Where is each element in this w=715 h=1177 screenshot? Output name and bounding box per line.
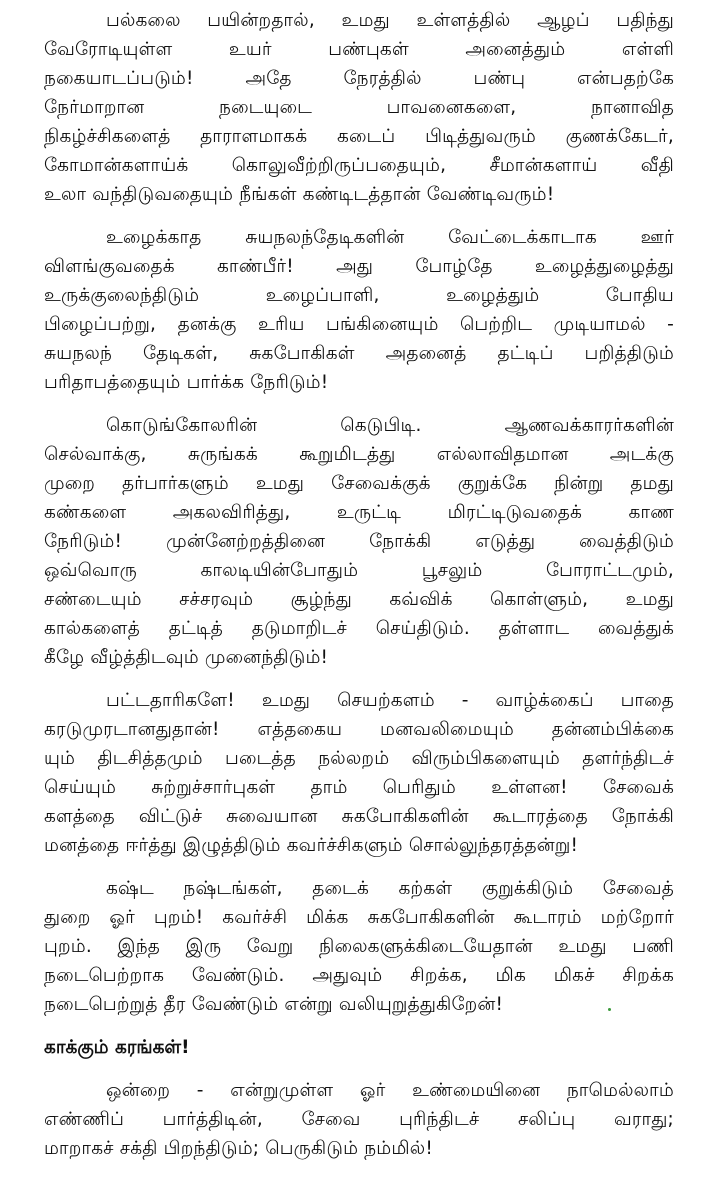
text-line: கண்களை அகலவிரித்து, உருட்டி மிரட்டிடுவதைக் காண	[44, 502, 674, 523]
text-line: நேர்மாறான நடையுடை பாவனைகளை, நானாவித	[44, 97, 674, 118]
text-line: கஷ்ட நஷ்டங்கள், தடைக் கற்கள் குறுக்கிடும் சேவைத்	[106, 878, 674, 899]
text-line: துறை ஓர் புறம்! கவர்ச்சி மிக்க சுகபோகிகளின் கூடாரம் மற்றோர்	[44, 907, 674, 928]
text-line: மனத்தை ஈர்த்து இழுத்திடும் கவர்ச்சிகளும் சொல்லுந்தரத்தன்று!	[44, 835, 579, 856]
paragraph-2	[44, 223, 674, 397]
text-line: ஒன்றை - என்றுமுள்ள ஓர் உண்மையினை நாமெல்லாம்	[106, 1080, 674, 1101]
text-line: பல்கலை பயின்றதால், உமது உள்ளத்தில் ஆழப் பதிந்து	[106, 10, 674, 31]
scan-speck	[608, 1008, 611, 1011]
text-line: உருக்குலைந்திடும் உழைப்பாளி, உழைத்தும் போதிய	[44, 285, 674, 306]
text-line: முறை தர்பார்களும் உமது சேவைக்குக் குறுக்கே நின்று தமது	[44, 473, 674, 494]
paragraph-final	[44, 1076, 674, 1163]
text-line: கோமான்களாய்க் கொலுவீற்றிருப்பதையும், சீமான்களாய் வீதி	[44, 155, 674, 176]
paragraph-5	[44, 874, 674, 1019]
text-line: நேரிடும்! முன்னேற்றத்தினை நோக்கி எடுத்து வைத்திடும்	[44, 531, 674, 552]
text-line: விளங்குவதைக் காண்பீர்! அது போழ்தே உழைத்துழைத்து	[44, 256, 674, 277]
text-line: உழைக்காத சுயநலந்தேடிகளின் வேட்டைக்காடாக ஊர்	[106, 227, 674, 248]
text-line: நகையாடப்படும்! அதே நேரத்தில் பண்பு என்பதற்கே	[44, 68, 674, 89]
text-line: உலா வந்திடுவதையும் நீங்கள் கண்டிடத்தான் வேண்டிவரும்!	[44, 184, 555, 205]
text-line: களத்தை விட்டுச் சுவையான சுகபோகிகளின் கூடாரத்தை நோக்கி	[44, 806, 674, 827]
section-heading: காக்கும் கரங்கள்!	[44, 1037, 190, 1058]
text-line: சண்டையும் சச்சரவும் சூழ்ந்து கவ்விக் கொள்ளும், உமது	[44, 589, 674, 610]
text-line: கொடுங்கோலரின் கெடுபிடி. ஆணவக்காரர்களின்	[106, 415, 674, 436]
text-line: பரிதாபத்தையும் பார்க்க நேரிடும்!	[44, 372, 329, 393]
text-line: செய்யும் சுற்றுச்சார்புகள் தாம் பெரிதும் உள்ளன! சேவைக்	[44, 777, 674, 798]
text-column	[44, 6, 674, 1177]
text-line: எண்ணிப் பார்த்திடின், சேவை புரிந்திடச் சலிப்பு வராது;	[44, 1109, 674, 1130]
text-line: கீழே வீழ்த்திடவும் முனைந்திடும்!	[44, 647, 329, 668]
text-line: பிழைப்பற்று, தனக்கு உரிய பங்கினையும் பெற்றிட முடியாமல் -	[44, 314, 674, 335]
text-line: கரடுமுரடானதுதான்! எத்தகைய மனவலிமையும் தன்னம்பிக்கை	[44, 719, 674, 740]
text-line: பட்டதாரிகளே! உமது செயற்களம் - வாழ்க்கைப் பாதை	[106, 690, 674, 711]
text-line: கால்களைத் தட்டித் தடுமாறிடச் செய்திடும். தள்ளாட வைத்துக்	[44, 618, 674, 639]
text-line: மாறாகச் சக்தி பிறந்திடும்; பெருகிடும் நம்மில்!	[44, 1138, 433, 1159]
text-line: நிகழ்ச்சிகளைத் தாராளமாகக் கடைப் பிடித்துவரும் குணக்கேடர்,	[44, 126, 674, 147]
text-line: சுயநலந் தேடிகள், சுகபோகிகள் அதனைத் தட்டிப் பறித்திடும்	[44, 343, 674, 364]
text-line: செல்வாக்கு, சுருங்கக் கூறுமிடத்து எல்லாவிதமான அடக்கு	[44, 444, 674, 465]
text-line: யும் திடசித்தமும் படைத்த நல்லறம் விரும்பிகளையும் தளர்ந்திடச்	[44, 748, 674, 769]
paragraph-4	[44, 686, 674, 860]
text-line: வேரோடியுள்ள உயர் பண்புகள் அனைத்தும் எள்ளி	[44, 39, 674, 60]
paragraph-3	[44, 411, 674, 672]
text-line: ஒவ்வொரு காலடியின்போதும் பூசலும் போராட்டமும்,	[44, 560, 674, 581]
text-line: நடைபெற்றாக வேண்டும். அதுவும் சிறக்க, மிக மிகச் சிறக்க	[44, 965, 674, 986]
text-line: புறம். இந்த இரு வேறு நிலைகளுக்கிடையேதான் உமது பணி	[44, 936, 674, 957]
text-line: நடைபெற்றுத் தீர வேண்டும் என்று வலியுறுத்துகிறேன்!	[44, 994, 504, 1015]
paragraph-1	[44, 6, 674, 209]
